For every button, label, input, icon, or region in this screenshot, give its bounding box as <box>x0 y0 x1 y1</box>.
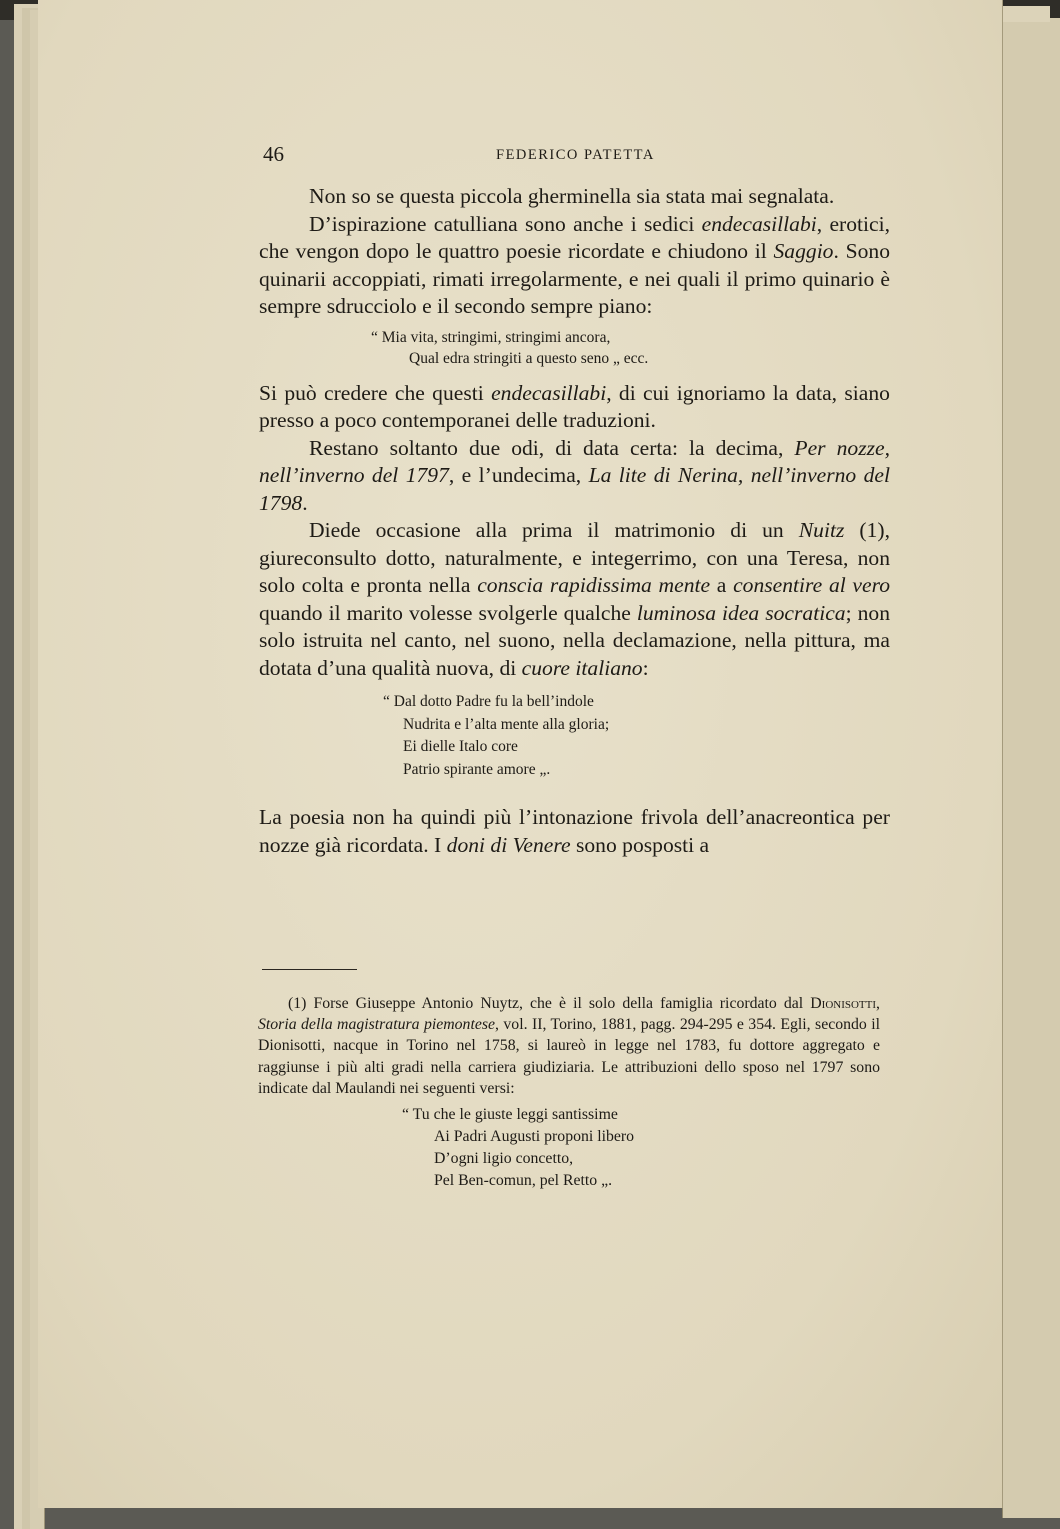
main-text <box>259 183 890 859</box>
facing-page-edge <box>1002 18 1060 1518</box>
verse-line: Ai Padri Augusti proponi libero <box>434 1128 635 1146</box>
running-head: FEDERICO PATETTA <box>496 147 655 163</box>
verse-line: D’ogni ligio concetto, <box>434 1150 574 1168</box>
paragraph: Restano soltanto due odi, di data certa: la decima, Per nozze, nell’inverno del 1797, e l’undecima, La lite di Nerina, nell’inverno del 1798. <box>259 435 890 515</box>
page-header <box>263 142 893 172</box>
verse-line: Ei dielle Italo core <box>403 738 518 755</box>
paragraph: La poesia non ha quindi più l’intonazione frivola dell’anacreontica per nozze già ricordata. I doni di Venere sono posposti a <box>259 805 890 857</box>
footnote <box>258 993 880 1192</box>
footnote-text: (1) Forse Giuseppe Antonio Nuytz, che è il solo della famiglia ricordato dal Dionisotti, Storia della magistratura piemontese, vol. II, Torino, 1881, pagg. 294-295 e 354. Egli, secondo il Dionisotti, nacque in Torino nel 1758, si laureò in legge nel 1783, fu dottore aggregato e raggiunse i più alti gradi nella carriera giudiziaria. Le attribuzioni dello sposo nel 1797 sono indicate dal Maulandi nei seguenti versi: <box>258 995 880 1097</box>
verse-quote <box>259 327 890 370</box>
verse-line: “ Dal dotto Padre fu la bell’indole <box>383 693 594 710</box>
paragraph: Non so se questa piccola gherminella sia stata mai segnalata. <box>309 184 835 208</box>
footnote-rule <box>262 969 357 970</box>
footnote-verse <box>258 1104 880 1192</box>
verse-line: Qual edra stringiti a questo seno „ ecc. <box>409 350 649 367</box>
verse-line: Patrio spirante amore „. <box>403 760 551 778</box>
paragraph: D’ispirazione catulliana sono anche i sedici endecasillabi, erotici, che vengon dopo le quattro poesie ricordate e chiudono il Saggio. Sono quinarii accoppiati, rimati irregolarmente, e nei quali il primo quinario è sempre sdrucciolo e il secondo sempre piano: <box>259 211 891 318</box>
paragraph: Si può credere che questi endecasillabi, di cui ignoriamo la data, siano presso a poco contemporanei delle traduzioni. <box>259 380 890 432</box>
paragraph: Diede occasione alla prima il matrimonio di un Nuitz (1), giureconsulto dotto, naturalmente, e integerrimo, con una Teresa, non solo colta e pronta nella conscia rapidissima mente a consentire al vero quando il marito volesse svolgerle qualche luminosa idea socratica; non solo istruita nel canto, nel suono, nella declamazione, nella pittura, ma dotata d’una qualità nuova, di cuore italiano: <box>259 518 891 680</box>
verse-line: “ Tu che le giuste leggi santissime <box>402 1106 618 1124</box>
verse-line: Pel Ben-comun, pel Retto „. <box>434 1172 613 1190</box>
page-number: 46 <box>263 142 284 166</box>
verse-line: Nudrita e l’alta mente alla gloria; <box>403 715 610 733</box>
verse-quote <box>259 691 890 781</box>
verse-line: “ Mia vita, stringimi, stringimi ancora, <box>371 328 611 346</box>
